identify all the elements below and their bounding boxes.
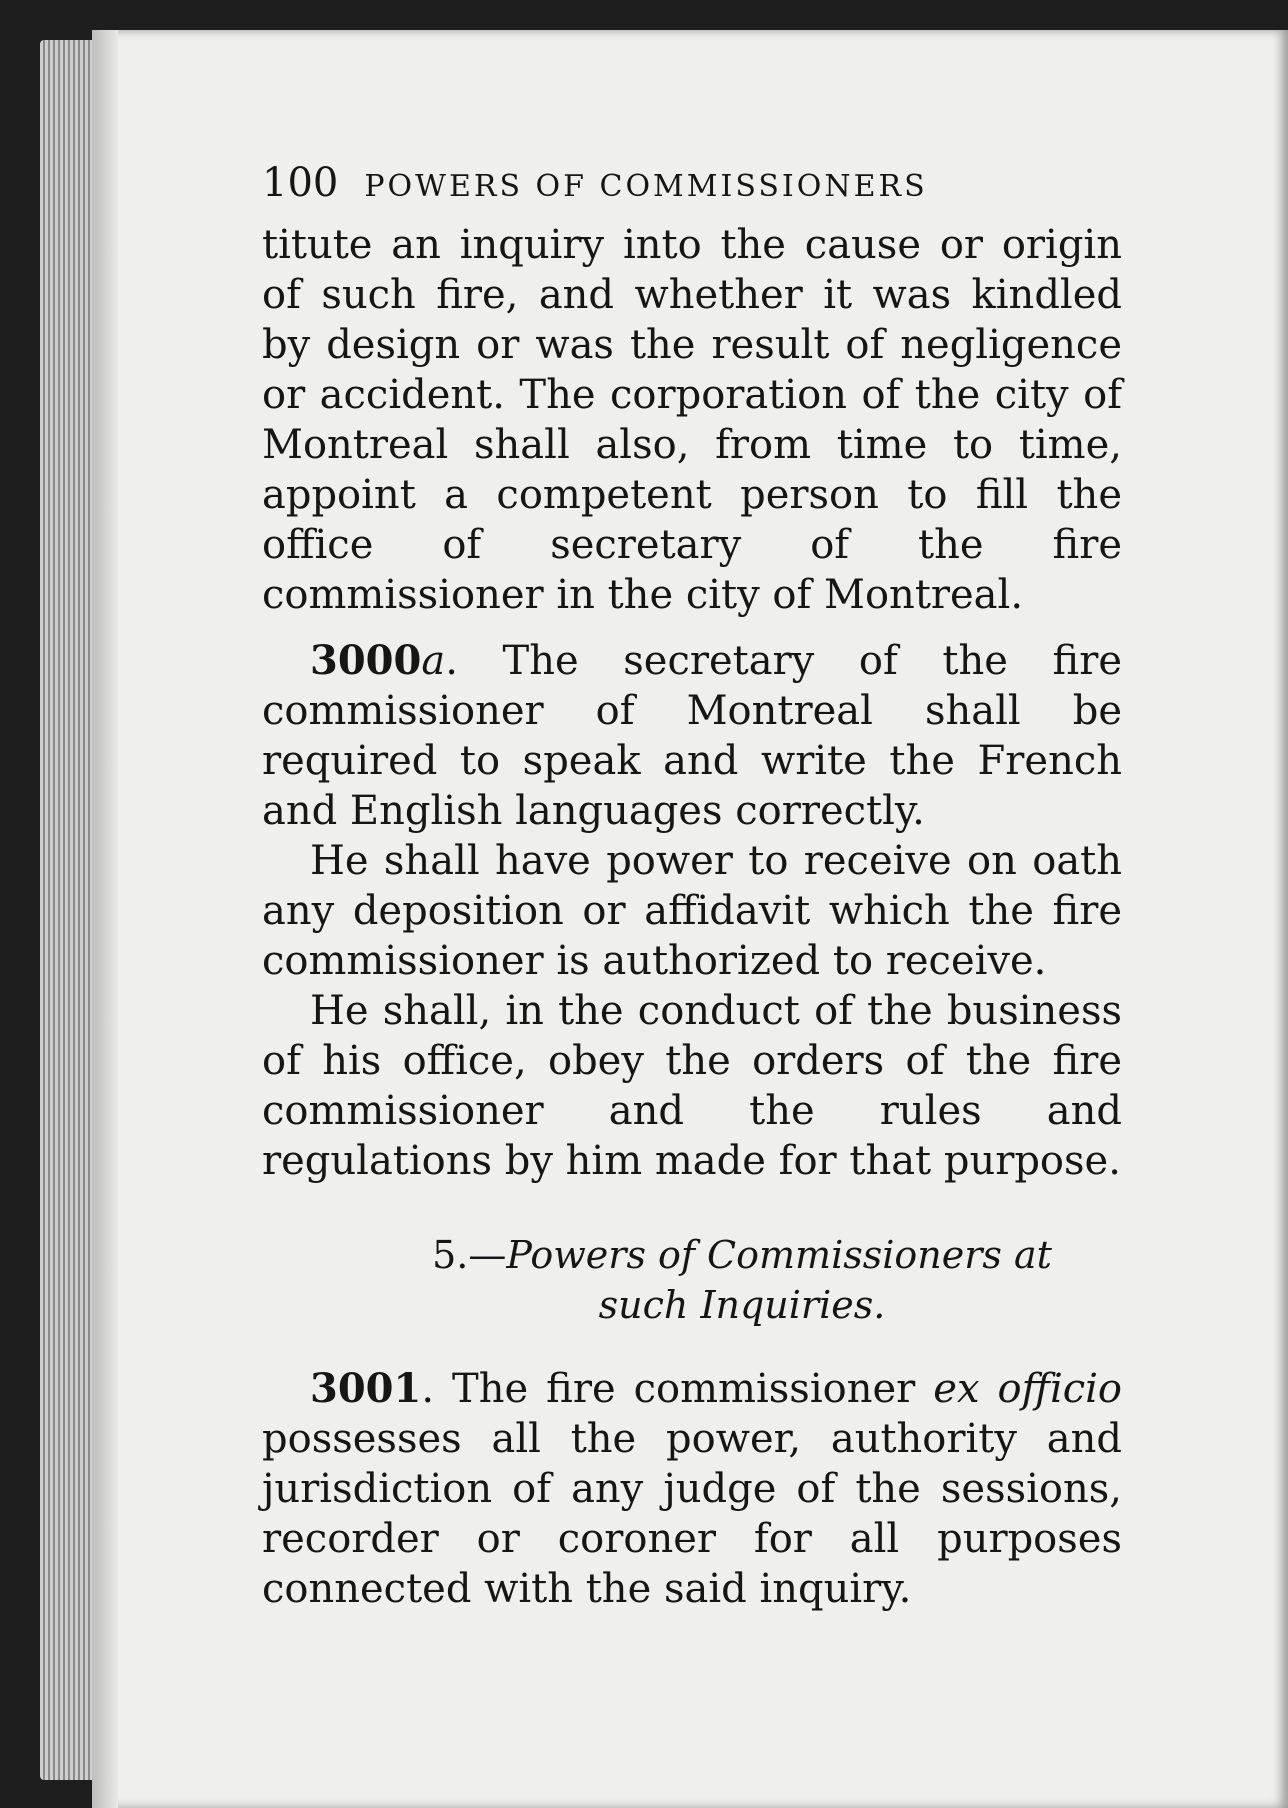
paragraph-3000a xyxy=(262,636,1162,836)
section-number: 5.— xyxy=(432,1233,507,1277)
latin-phrase: ex officio xyxy=(933,1366,1123,1412)
article-3000a-text: . The secretary of the fire commissioner of Montreal shall be required to speak and write the French and English languages correctly. xyxy=(262,638,1122,834)
section-title-line2: such Inquiries. xyxy=(598,1283,886,1327)
page-number: 100 xyxy=(262,160,339,206)
article-number-3001: 3001 xyxy=(310,1365,422,1412)
article-number-3000a: 3000a xyxy=(310,637,446,684)
section-heading xyxy=(262,1230,1162,1330)
paragraph-continued: titute an inquiry into the cause or origin of such fire, and whether it was kindled by design or was the result of negligence or accident. The corporation of the city of Montreal shall also, from time to time, appoint a competent person to fill the office of secretary of the fire commissioner in the city of Montreal. xyxy=(262,222,1122,618)
page-text xyxy=(262,160,1162,1614)
running-title: POWERS OF COMMISSIONERS xyxy=(364,169,928,204)
paragraph-conduct: He shall, in the conduct of the business of his office, obey the orders of the fire commissioner and the rules and regulations by him made for that purpose. xyxy=(262,988,1122,1184)
paragraph-oath-power: He shall have power to receive on oath any deposition or affidavit which the fire commissioner is authorized to receive. xyxy=(262,838,1122,984)
section-title-line1: Powers of Commissioners at xyxy=(506,1233,1052,1277)
paragraph-3001: 3001. The fire commissioner ex officio possesses all the power, authority and jurisdiction of any judge of the sessions, recorder or coroner for all purposes connected with the said inquiry. xyxy=(262,1365,1123,1612)
running-head xyxy=(262,160,1162,206)
